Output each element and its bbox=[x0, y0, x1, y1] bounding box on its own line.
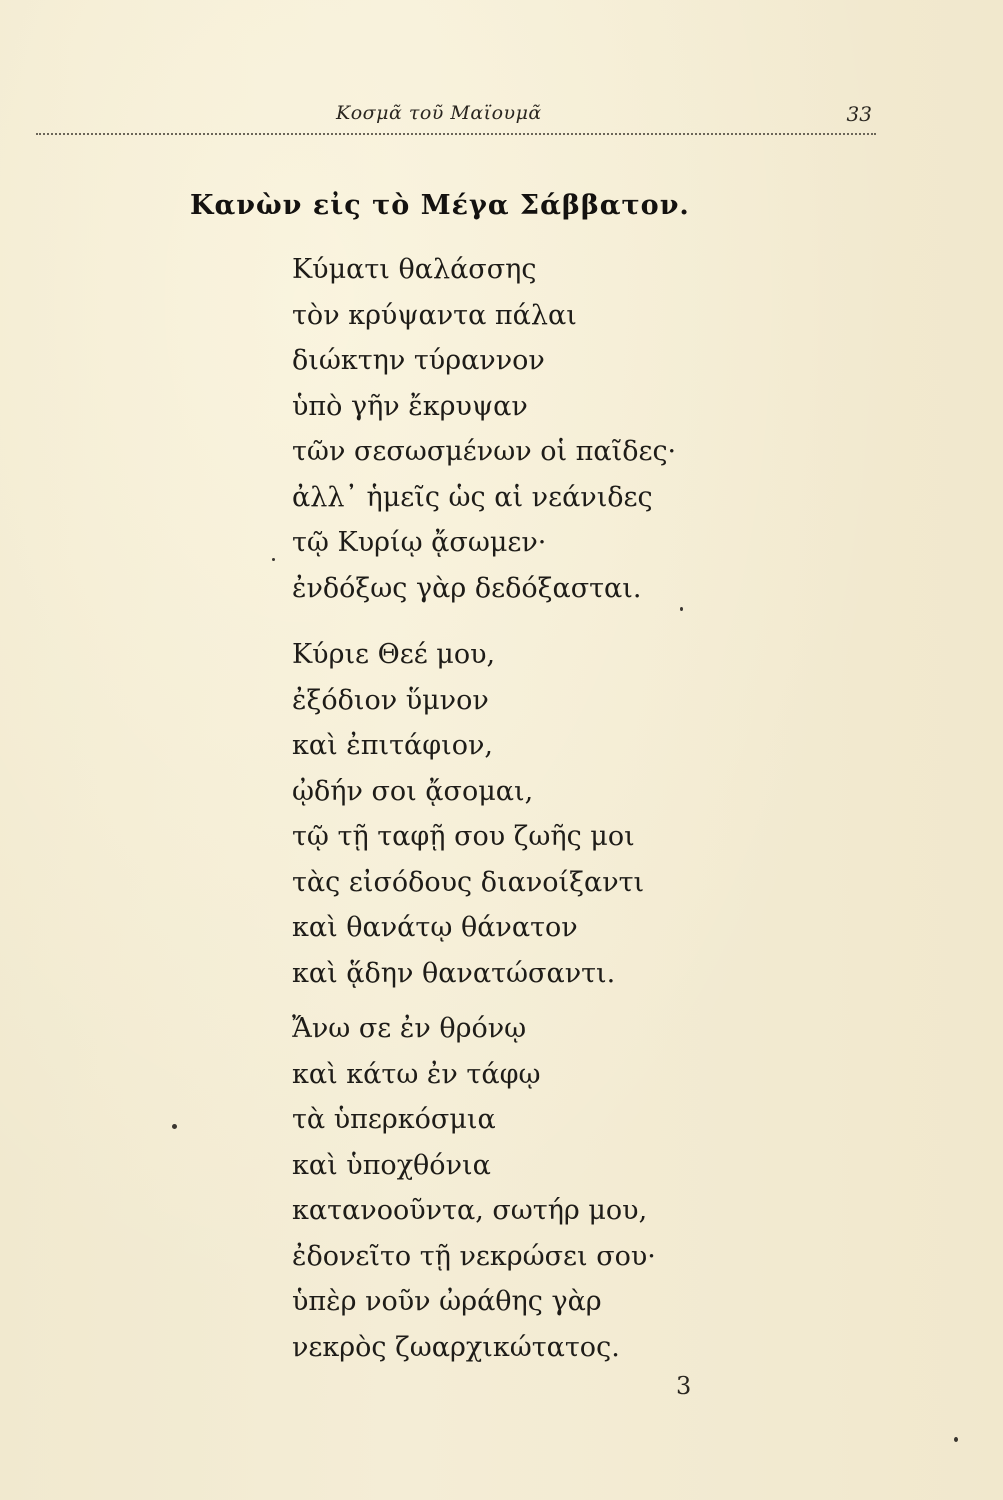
poem-line: Ἄνω σε ἐν θρόνῳ bbox=[292, 1013, 527, 1044]
page-number: 33 bbox=[846, 102, 872, 126]
section-heading: Κανὼν εἰς τὸ Μέγα Σάββατον. bbox=[190, 190, 690, 221]
stanza-1 bbox=[292, 247, 676, 611]
poem-line: καὶ κάτω ἐν τάφῳ bbox=[292, 1058, 541, 1090]
poem-line: ἐδονεῖτο τῇ νεκρώσει σου· bbox=[292, 1240, 656, 1272]
poem-line: Κύματι θαλάσσης bbox=[292, 254, 537, 285]
header-rule bbox=[36, 133, 876, 135]
poem-line: τῷ Κυρίῳ ᾄσωμεν· bbox=[292, 527, 547, 558]
poem-line: Κύριε Θεέ μου, bbox=[292, 639, 496, 670]
stanza-2 bbox=[292, 632, 644, 996]
poem-line: καὶ ὑποχθόνια bbox=[292, 1149, 491, 1181]
ink-speck bbox=[680, 607, 683, 611]
stanza-3 bbox=[292, 1006, 656, 1370]
poem-line: καὶ ᾅδην θανατώσαντι. bbox=[292, 957, 616, 989]
poem-line: καὶ θανάτῳ θάνατον bbox=[292, 912, 578, 943]
running-head bbox=[36, 100, 876, 130]
poem-line: τὰ ὑπερκόσμια bbox=[292, 1104, 496, 1135]
poem-line: ὑπὸ γῆν ἔκρυψαν bbox=[292, 390, 528, 422]
poem-line: καὶ ἐπιτάφιον, bbox=[292, 730, 494, 761]
poem-line: τὸν κρύψαντα πάλαι bbox=[292, 299, 577, 331]
poem-line: τῷ τῇ ταφῇ σου ζωῆς μοι bbox=[292, 821, 635, 852]
poem-line: νεκρὸς ζωαρχικώτατος. bbox=[292, 1331, 620, 1363]
running-title: Κοσμᾶ τοῦ Μαϊουμᾶ bbox=[336, 102, 542, 124]
ink-speck bbox=[954, 1437, 958, 1442]
signature-mark: 3 bbox=[676, 1372, 692, 1400]
ink-speck bbox=[272, 558, 275, 561]
poem-line: κατανοοῦντα, σωτήρ μου, bbox=[292, 1195, 648, 1226]
ink-speck bbox=[172, 1124, 177, 1129]
poem-line: τὰς εἰσόδους διανοίξαντι bbox=[292, 866, 645, 898]
poem-line: ἐνδόξως γὰρ δεδόξασται. bbox=[292, 572, 642, 604]
poem-line: τῶν σεσωσμένων οἱ παῖδες· bbox=[292, 436, 677, 467]
poem-line: ἀλλ᾽ ἡμεῖς ὡς αἱ νεάνιδες bbox=[292, 481, 653, 513]
poem-line: διώκτην τύραννον bbox=[292, 345, 545, 376]
poem-line: ἐξόδιον ὕμνον bbox=[292, 684, 489, 716]
poem-line: ᾠδήν σοι ᾄσομαι, bbox=[292, 775, 534, 807]
poem-line: ὑπὲρ νοῦν ὠράθης γὰρ bbox=[292, 1286, 602, 1317]
